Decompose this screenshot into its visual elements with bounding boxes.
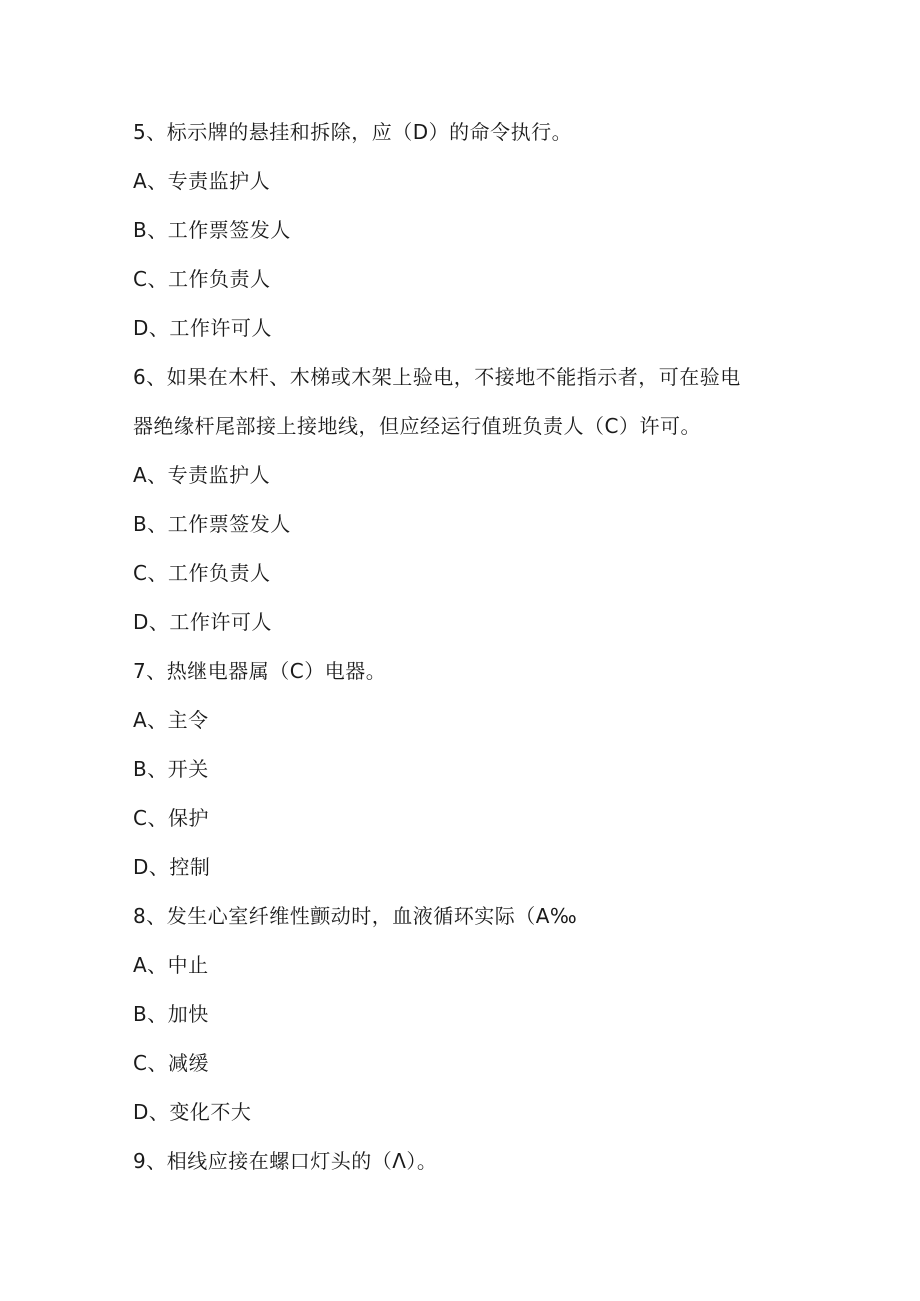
option-b: B、开关	[133, 757, 209, 781]
option-d: D、工作许可人	[133, 316, 272, 340]
question-8: 8、发生心室纤维性颤动时，血液循环实际（A‰	[133, 904, 578, 928]
option-c: C、工作负责人	[133, 561, 271, 585]
option-a: A、主令	[133, 708, 209, 732]
option-b: B、加快	[133, 1002, 209, 1026]
option-d: D、工作许可人	[133, 610, 272, 634]
option-b: B、工作票签发人	[133, 512, 291, 536]
option-c: C、减缓	[133, 1051, 209, 1075]
question-6-line-2: 器绝缘杆尾部接上接地线，但应经运行值班负责人（C）许可。	[133, 414, 701, 438]
option-d: D、控制	[133, 855, 211, 879]
question-6-line-1: 6、如果在木杆、木梯或木架上验电，不接地不能指示者，可在验电	[133, 365, 741, 389]
option-a: A、专责监护人	[133, 169, 271, 193]
option-c: C、工作负责人	[133, 267, 271, 291]
option-c: C、保护	[133, 806, 209, 830]
option-b: B、工作票签发人	[133, 218, 291, 242]
option-a: A、中止	[133, 953, 209, 977]
option-d: D、变化不大	[133, 1100, 252, 1124]
question-5: 5、标示牌的悬挂和拆除，应（D）的命令执行。	[133, 120, 573, 144]
question-7: 7、热继电器属（C）电器。	[133, 659, 387, 683]
option-a: A、专责监护人	[133, 463, 271, 487]
question-9: 9、相线应接在螺口灯头的（Λ）。	[133, 1149, 438, 1173]
